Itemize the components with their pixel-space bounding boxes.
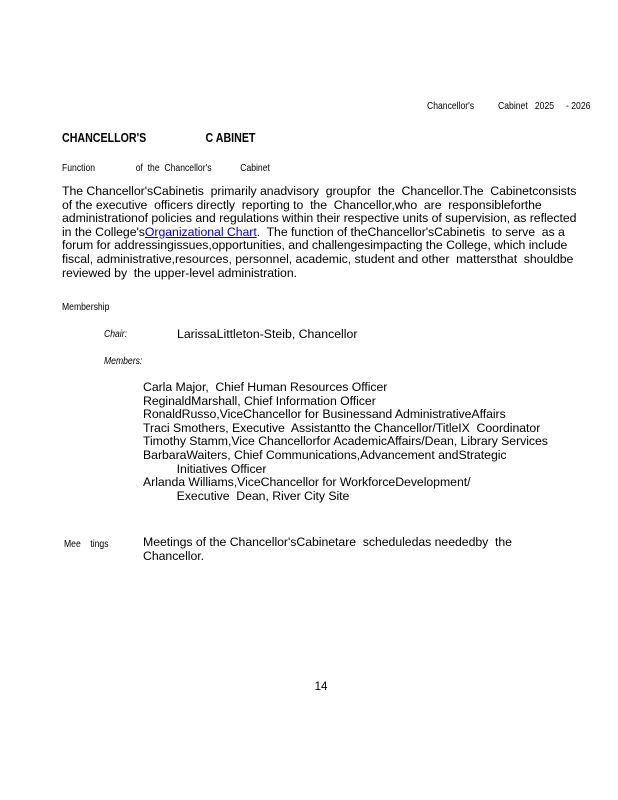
member-line: Timothy Stamm,Vice Chancellorfor AcademicAffairs/Dean, Library Services	[143, 434, 548, 449]
chair-label-text: Chair:	[104, 328, 127, 340]
member-line: BarbaraWaiters, Chief Communications,Advancement andStrategic	[143, 447, 507, 462]
chair-value: LarissaLittleton-Steib, Chancellor	[177, 327, 358, 341]
members-label	[104, 355, 151, 367]
organizational-chart-link[interactable]: Organizational Chart	[144, 224, 257, 239]
meetings-label-text: Mee tings	[64, 538, 109, 550]
meetings-label	[64, 538, 118, 550]
page-number: 14	[314, 681, 328, 693]
paragraph-line: fiscal, administrative,resources, personnel, academic, student and other mattersthat shouldbe	[62, 251, 574, 266]
paragraph-line: reviewed by the upper-level administration.	[62, 265, 297, 280]
function-heading-text: Function of the Chancellor's Cabinet	[62, 162, 270, 174]
running-header-text: Chancellor's Cabinet 2025 - 2026	[427, 100, 591, 112]
meetings-line: Meetings of the Chancellor'sCabinetare scheduledas neededby the	[143, 535, 512, 549]
paragraph-line-with-link	[62, 226, 576, 240]
paragraph-line: forum for addressingissues,opportunities, and challengesimpacting the College, which include	[62, 238, 568, 253]
meetings-line: Chancellor.	[143, 548, 204, 563]
member-line: Arlanda Williams,ViceChancellor for WorkforceDevelopment/	[143, 475, 471, 490]
member-line: RonaldRusso,ViceChancellor for Businessand AdministrativeAffairs	[143, 407, 506, 422]
paragraph-line: of the executive officers directly reporting to the Chancellor,who are responsibleforthe	[62, 197, 542, 212]
meetings-text	[143, 536, 512, 563]
document-title	[62, 130, 298, 145]
paragraph-text-segment: in the College's	[62, 224, 145, 239]
document-title-text: CHANCELLOR'S C ABINET	[62, 130, 256, 145]
member-line: Carla Major, Chief Human Resources Officer	[143, 380, 388, 394]
membership-heading	[62, 301, 120, 313]
members-label-text: Members:	[104, 355, 143, 367]
member-line: Traci Smothers, Executive Assistantto the Chancellor/TitleIX Coordinator	[143, 420, 541, 435]
member-line: ReginaldMarshall, Chief Information Officer	[143, 393, 376, 408]
member-list	[143, 381, 548, 503]
running-header	[427, 100, 618, 112]
function-heading	[62, 162, 316, 174]
member-line-continuation: Executive Dean, River City Site	[143, 488, 350, 503]
paragraph-line: The Chancellor'sCabinetis primarily anadvisory groupfor the Chancellor.The Cabinetconsists	[62, 184, 577, 198]
member-line-continuation: Initiatives Officer	[143, 461, 267, 476]
chair-label	[104, 328, 132, 340]
paragraph-text-segment: . The function of theChancellor'sCabinetis to serve as a	[256, 224, 565, 239]
body-paragraph	[62, 185, 576, 280]
membership-heading-text: Membership	[62, 301, 110, 313]
paragraph-line: administrationof policies and regulations within their respective units of supervision, as reflected	[62, 211, 577, 226]
